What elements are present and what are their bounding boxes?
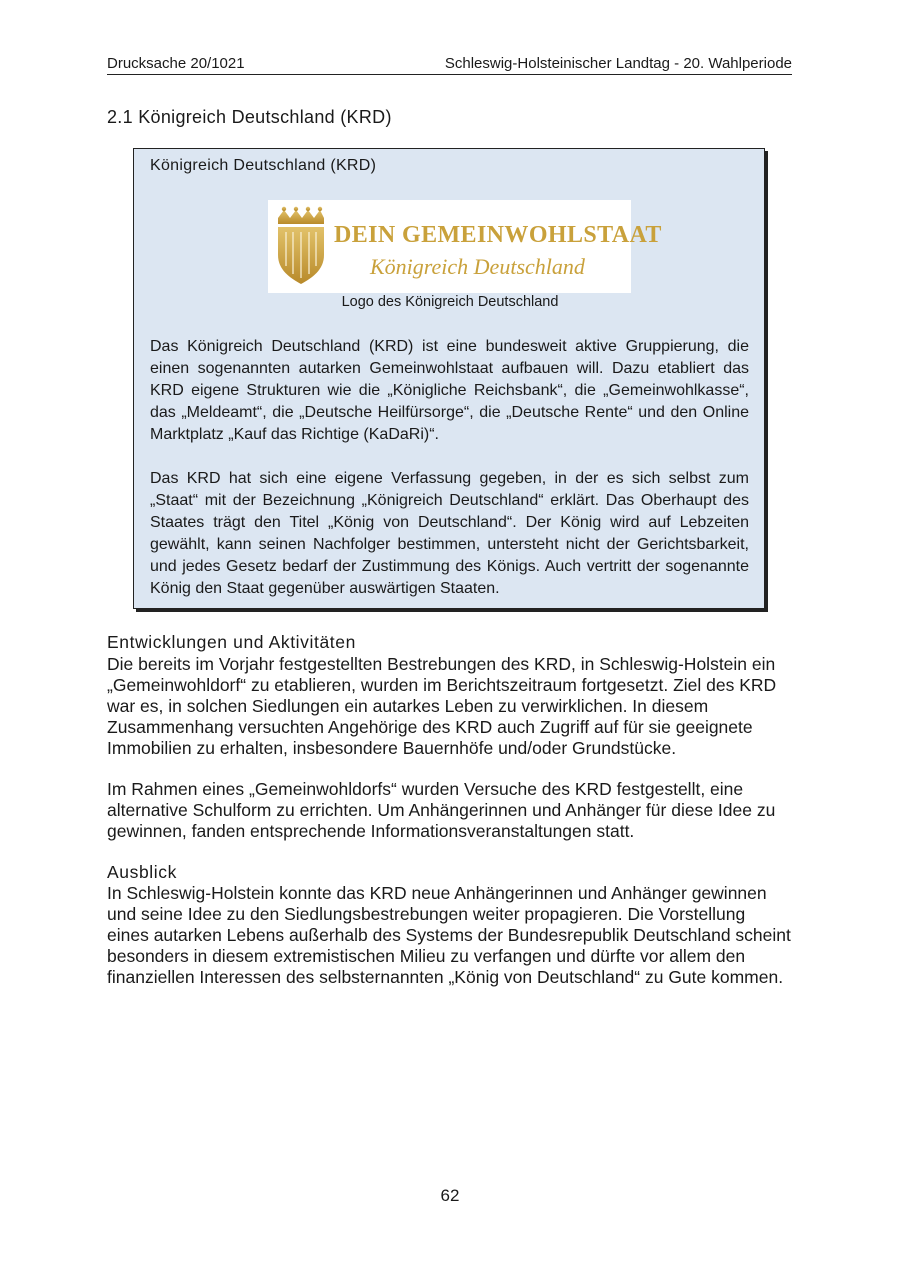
section-title: 2.1 Königreich Deutschland (KRD) (107, 107, 392, 127)
section-heading: Ausblick (107, 862, 177, 882)
logo-title-text: DEIN GEMEINWOHLSTAAT (334, 222, 662, 248)
logo-subtitle-text: Königreich Deutschland (370, 254, 585, 279)
info-box-paragraph: Das Königreich Deutschland (KRD) ist eine bundesweit aktive Gruppierung, die einen sogenannten autarken Gemeinwohlstaat aufbauen will. Dazu etabliert das KRD eigene Strukturen wie die „Königliche Reichsbank“, die „Gemeinwohlkasse“, das „Meldeamt“, die „Deutsche Heilfürsorge“, die „Deutsche Rente“ und den Online Marktplatz „Kauf das Richtige (KaDaRi)“. (150, 338, 749, 443)
page-header (107, 55, 792, 75)
logo-caption: Logo des Königreich Deutschland (341, 294, 559, 310)
body-paragraph: In Schleswig-Holstein konnte das KRD neue Anhängerinnen und Anhänger gewinnen und seine Idee zu den Siedlungsbestrebungen weiter propagieren. Die Vorstellung eines autarken Lebens außerhalb des Systems der Bundesrepublik Deutschland scheint besonders in diesem extremistischen Milieu zu verfangen und dürfte vor allem den finanziellen Interessen des selbsternannten „König von Deutschland“ zu Gute kommen. (107, 883, 791, 987)
parliament-name: Schleswig-Holsteinischer Landtag - 20. Wahlperiode (444, 55, 792, 72)
section-heading: Entwicklungen und Aktivitäten (107, 632, 356, 652)
info-box (133, 148, 765, 609)
krd-logo (268, 200, 662, 293)
body-paragraph: Im Rahmen eines „Gemeinwohldorfs“ wurden Versuche des KRD festgestellt, eine alternative Schulform zu errichten. Um Anhängerinnen und Anhänger für diese Idee zu gewinnen, fanden entsprechende Informationsveranstaltungen statt. (107, 779, 776, 841)
info-box-paragraph: Das KRD hat sich eine eigene Verfassung gegeben, in der es sich selbst zum „Staat“ mit der Bezeichnung „Königreich Deutschland“ erklärt. Das Oberhaupt des Staates trägt den Titel „König von Deutschland“. Der König wird auf Lebzeiten gewählt, kann seinen Nachfolger bestimmen, untersteht nicht der Gerichtsbarkeit, und jedes Gesetz bedarf der Zustimmung des Königs. Auch vertritt der sogenannte König den Staat gegenüber auswärtigen Staaten. (150, 470, 749, 597)
info-box-title: Königreich Deutschland (KRD) (150, 157, 377, 174)
page-number: 62 (440, 1186, 460, 1205)
document-number: Drucksache 20/1021 (107, 55, 245, 72)
body-paragraph: Die bereits im Vorjahr festgestellten Bestrebungen des KRD, in Schleswig-Holstein ein „Gemeinwohldorf“ zu etablieren, wurden im Berichtszeitraum fortgesetzt. Ziel des KRD war es, in solchen Siedlungen ein autarkes Leben zu verwirklichen. In diesem Zusammenhang versuchten Angehörige des KRD auch Zugriff auf für sie geeignete Immobilien zu erhalten, insbesondere Bauernhöfe und/oder Grundstücke. (107, 654, 777, 758)
